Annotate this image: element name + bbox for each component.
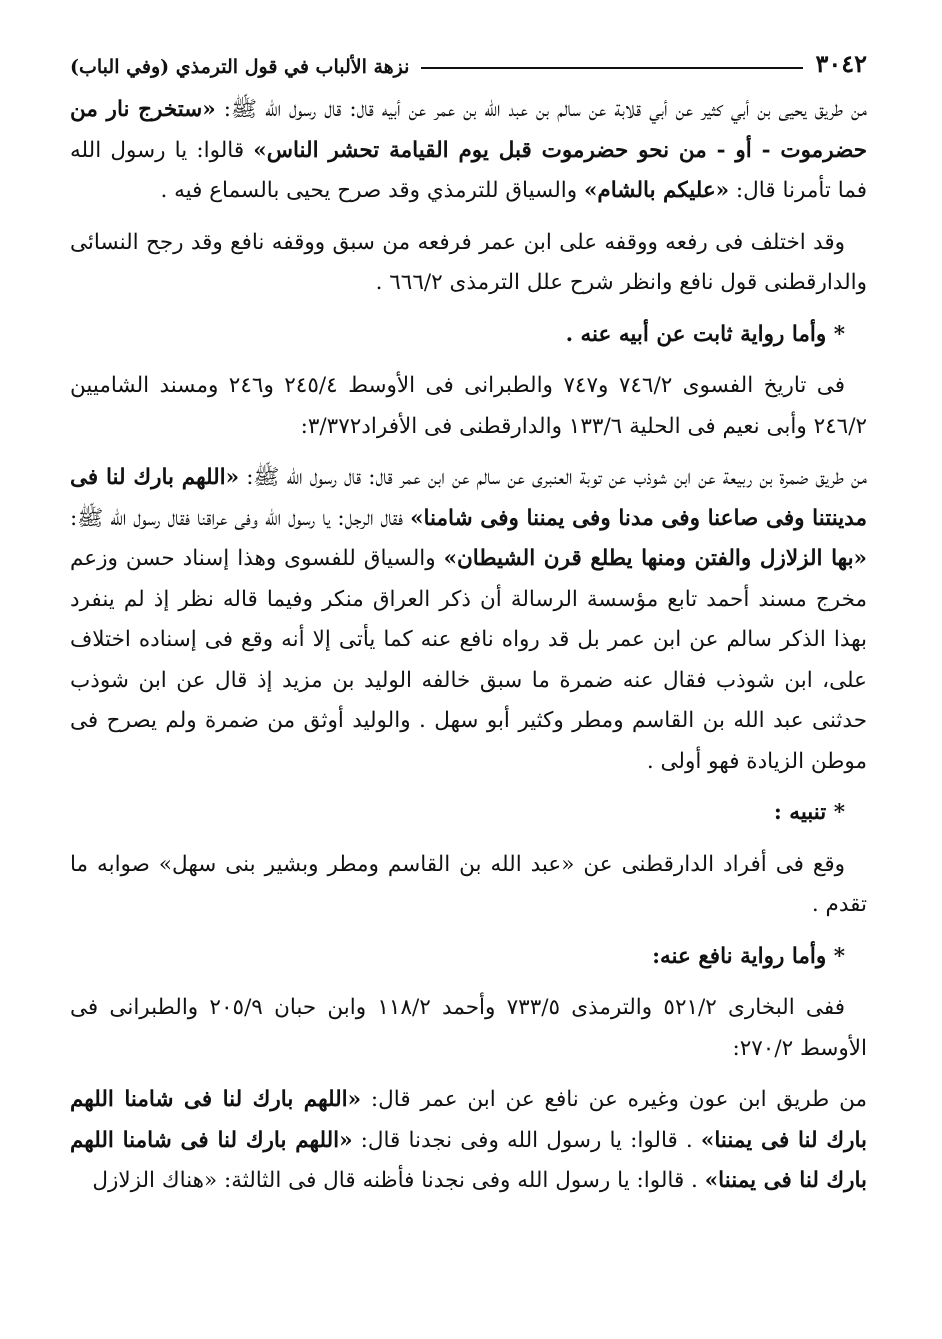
text: من طريق يحيى بن أبي كثير عن أبي قلابة عن سالم بن عبد الله بن عمر عن أبيه قال: قال رسول الله ﷺ: (215, 97, 867, 122)
hadith-quote: «بها الزلازل والفتن ومنها يطلع قرن الشيطان» (443, 546, 867, 571)
hadith-quote: «اللهم بارك لنا فى مدينتنا وفى صاعنا وفى مدنا وفى يمننا وفى شامنا» (70, 465, 867, 531)
text: والسياق للفسوى وهذا إسناد حسن وزعم مخرج مسند أحمد تابع مؤسسة الرسالة أن ذكر العراق منكر وفيما قاله نظر إذ لم ينفرد بهذا الذكر سالم عن ابن عمر بل قد رواه نافع عنه كما يأتى إلا أنه وقع فى إسناده اختلاف على، ابن شوذب فقال عنه ضمرة ما سبق خالفه الوليد بن مزيد إذ قال عن ابن شوذب حدثنى عبد الله بن القاسم ومطر وكثير أبو سهل . والوليد أوثق من ضمرة ولم يصرح فى موطن الزيادة فهو أولى . (70, 546, 867, 774)
page-header (70, 38, 867, 78)
section-heading-thabit: * وأما رواية ثابت عن أبيه عنه . (565, 321, 845, 347)
paragraph-7 (70, 1080, 867, 1202)
hadith-quote: «اللهم بارك لنا فى شامنا اللهم بارك لنا فى يمننا» (70, 1127, 867, 1193)
hadith-quote: «ستخرج نار من حضرموت - أو - من نحو حضرموت قبل يوم القيامة تحشر الناس» (70, 97, 868, 163)
section-heading-note: * تنبيه : (773, 800, 845, 825)
page-body (70, 90, 867, 1202)
header-rule (421, 67, 803, 69)
page-number: ٣٠٤٢ (815, 49, 867, 78)
text: قالوا: يا رسول الله فما تأمرنا قال: (70, 137, 867, 203)
paragraph-3: فى تاريخ الفسوى ٧٤٦/٢ و٧٤٧ والطبرانى فى الأوسط ٢٤٥/٤ و٢٤٦ ومسند الشاميين ٢٤٦/٢ وأبى نعيم فى الحلية ١٣٣/٦ والدارقطنى فى الأفراد٣/٣٧٢: (70, 373, 867, 439)
text: من طريق ضمرة بن ربيعة عن ابن شوذب عن توبة العنبرى عن سالم عن ابن عمر قال: قال رسول الله ﷺ: (239, 465, 867, 490)
section-heading-nafi: * وأما رواية نافع عنه: (652, 943, 845, 969)
running-title: نزهة الألباب في قول الترمذي (وفي الباب) (70, 56, 410, 78)
paragraph-1 (70, 90, 867, 212)
paragraph-6: ففى البخارى ٥٢١/٢ والترمذى ٧٣٣/٥ وأحمد ١١٨/٢ وابن حبان ٢٠٥/٩ والطبرانى فى الأوسط ٢٧٠/٢: (70, 995, 867, 1061)
text: فقال الرجل: يا رسول الله وفى عراقنا فقال رسول الله ﷺ: (70, 505, 411, 531)
text: والسياق للترمذي وقد صرح يحيى بالسماع فيه . (160, 178, 584, 203)
paragraph-5: وقع فى أفراد الدارقطنى عن «عبد الله بن القاسم ومطر وبشير بنى سهل» صوابه ما تقدم . (70, 851, 867, 917)
paragraph-4 (70, 458, 867, 782)
hadith-quote: «عليكم بالشام» (583, 178, 730, 203)
paragraph-2: وقد اختلف فى رفعه ووقفه على ابن عمر فرفعه من سبق ووقفه نافع وقد رجح النسائى والدارقطنى قول نافع وانظر شرح علل الترمذى ٦٦٦/٢ . (70, 229, 867, 295)
text: . قالوا: يا رسول الله وفى نجدنا قال: (352, 1127, 701, 1153)
text: من طريق ابن عون وغيره عن نافع عن ابن عمر قال: (361, 1087, 867, 1112)
hadith-quote: «اللهم بارك لنا فى شامنا اللهم بارك لنا فى يمننا» (70, 1087, 867, 1153)
text: . قالوا: يا رسول الله وفى نجدنا فأظنه قال فى الثالثة: «هناك الزلازل (92, 1168, 705, 1193)
